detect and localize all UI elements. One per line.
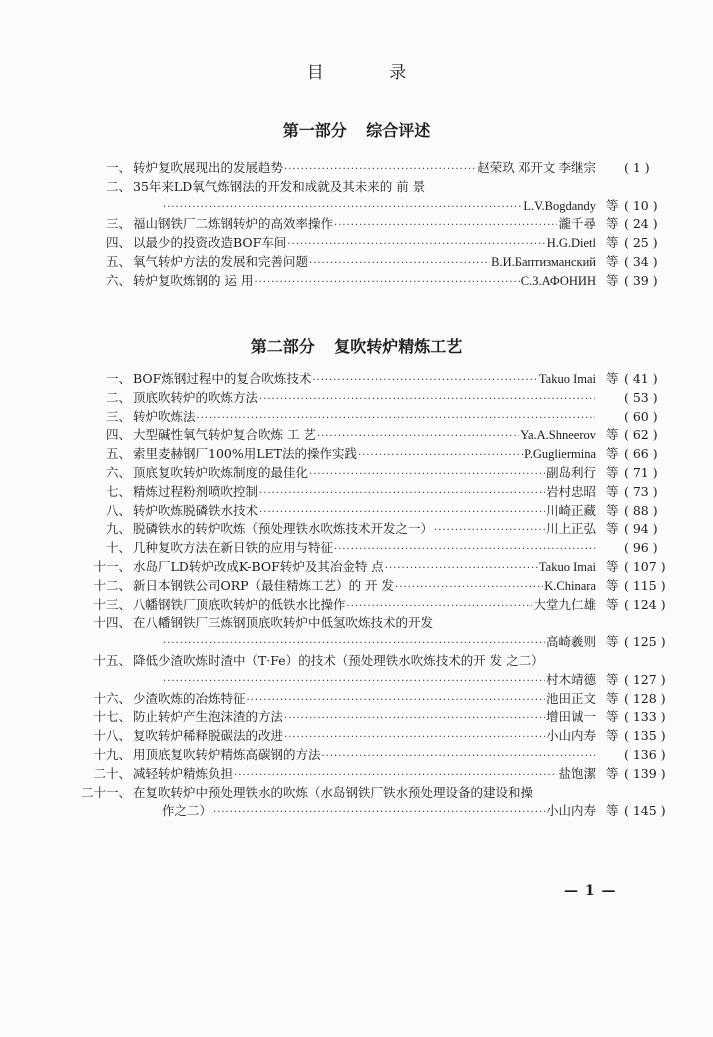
toc-entry-continuation [0,197,713,216]
entry-title: 顶底复吹转炉吹炼制度的最佳化 [133,464,309,480]
toc-entry-continuation [0,802,713,821]
entry-author: Ya.A.Shneerov [520,428,596,443]
dot-leader [163,635,545,653]
entry-etal: 等 [606,272,619,288]
entry-etal: 等 [606,464,619,480]
dot-leader [247,692,545,710]
dot-leader [197,410,595,428]
toc-entry[interactable] [0,765,713,784]
dot-leader [259,485,545,503]
entry-number: 六、 [105,464,131,480]
entry-number: 五、 [105,253,131,269]
entry-etal: 等 [606,803,619,819]
toc-entry[interactable] [0,708,713,727]
entry-author: 增田诚一 [545,710,596,725]
entry-author: 高崎羲则 [545,635,596,650]
entry-title: 水岛厂LD转炉改成K-BOF转炉及其冶金特 点 [133,558,384,574]
entry-row [133,746,672,766]
entry-number: 十七、 [93,709,131,725]
entry-page: ( 25 ) [624,234,672,252]
toc-entry[interactable] [0,746,713,765]
entry-title: 几种复吹方法在新日铁的应用与特征 [133,540,334,556]
entry-row [162,671,672,691]
entry-page: ( 71 ) [624,464,672,482]
entry-page: ( 94 ) [624,520,672,538]
entry-title: 复吹转炉稀释脱碳法的改进 [133,728,284,744]
entry-title: 防止转炉产生泡沫渣的方法 [133,709,284,725]
entry-title: 用顶底复吹转炉精炼高碳钢的方法 [133,746,321,762]
entry-row [133,426,672,446]
entry-page: ( 60 ) [624,408,672,426]
entry-title: 转炉吹炼脱磷铁水技术 [133,502,259,518]
toc-entry[interactable] [0,159,713,178]
entry-etal: 等 [606,371,619,386]
entry-title: 减轻转炉精炼负担 [133,765,234,781]
entry-author: 村木靖德 [545,672,596,687]
dot-leader [434,522,545,540]
toc-entry[interactable] [0,215,713,234]
entry-title: 福山钢铁厂二炼钢转炉的高效率操作 [133,216,334,232]
entry-author: 小山内寿 [545,729,596,744]
entry-author: 岩村忠昭 [545,484,596,499]
entry-title-continued: 作之二） [162,803,213,819]
entry-number: 十八、 [93,728,131,744]
dot-leader [254,274,519,292]
toc-entry[interactable] [0,370,713,389]
entry-number: 二、 [105,178,131,194]
dot-leader [309,466,545,484]
entry-title: 八幡钢铁厂顶底吹转炉的低铁水比操作 [133,596,346,612]
dot-leader [287,236,545,254]
toc-entry[interactable] [0,502,713,521]
entry-row [133,652,672,670]
toc-entry[interactable] [0,464,713,483]
dot-leader [322,748,595,766]
entry-number: 四、 [105,427,131,443]
entry-number: 五、 [105,446,131,462]
toc-entry[interactable] [0,253,713,272]
entry-title: 以最少的投资改造BOF车间 [133,235,287,251]
entry-etal: 等 [606,577,619,593]
dot-leader [213,804,545,822]
entry-page: ( 128 ) [624,690,672,708]
entry-author: 池田正文 [545,691,596,706]
entry-etal: 等 [606,596,619,612]
entry-page: ( 39 ) [624,272,672,290]
entry-row [133,483,672,503]
toc-entry[interactable] [0,690,713,709]
entry-row [133,178,672,196]
entry-page: ( 34 ) [624,253,672,271]
toc-entry[interactable] [0,445,713,464]
entry-author: 小山内寿 [545,804,596,819]
dot-leader [312,372,538,390]
entry-row [162,633,672,653]
toc-entry[interactable] [0,520,713,539]
entry-author: 副岛利行 [545,465,596,480]
dot-leader [395,579,543,597]
entry-row [133,445,672,465]
entry-author: С.З.АФОНИН [520,273,596,288]
entry-row [133,539,672,559]
entry-row [133,708,672,728]
toc-entry[interactable] [0,784,713,803]
dot-leader [259,391,595,409]
entry-title: 大型碱性氧气转炉复合吹炼 工 艺 [133,427,316,443]
entry-title: 在八幡钢铁厂三炼钢顶底吹转炉中低氢吹炼技术的开发 [133,615,434,631]
entry-etal: 等 [606,253,619,269]
toc-entry[interactable] [0,596,713,615]
toc-entry[interactable] [0,426,713,445]
entry-etal: 等 [606,446,619,462]
entry-title: 降低少渣吹炼时渣中（T·Fe）的技术（预处理铁水吹炼技术的开 发 之二） [133,652,544,668]
entry-author: 川崎正藏 [545,503,596,518]
entry-author: 大堂九仁雄 [533,597,596,612]
entry-number: 九、 [105,521,131,537]
entry-row [133,765,672,785]
entry-number: 二十一、 [80,784,131,800]
dot-leader [317,428,519,446]
entry-number: 十、 [105,540,131,556]
entry-page: ( 136 ) [624,746,672,764]
entry-row [133,577,672,597]
entry-title: 35年来LD氧气炼钢法的开发和成就及其未来的 前 景 [133,178,426,194]
entry-etal: 等 [606,558,619,574]
toc-entry-continuation [0,633,713,652]
entry-author: K.Chinara [544,578,596,593]
entry-title: 少渣吹炼的冶炼特征 [133,690,246,706]
entry-title: 转炉复吹展现出的发展趋势 [133,160,284,175]
entry-etal: 等 [606,671,619,687]
dot-leader [347,598,533,616]
entry-etal: 等 [606,235,619,251]
entry-page: ( 10 ) [624,197,672,215]
dot-leader [358,447,523,465]
entry-number: 十二、 [93,577,131,593]
part-heading-1: 第一部分 综合评述 [282,121,431,140]
entry-author: 赵荣玖 邓开文 李继宗 [477,161,596,175]
toc-entry[interactable] [0,389,713,408]
part-heading-2: 第二部分 复吹转炉精炼工艺 [250,337,463,356]
entry-number: 八、 [105,502,131,518]
toc-list-part-1 [0,159,713,291]
entry-author: Takuo Imai [538,559,596,574]
entry-etal: 等 [606,709,619,725]
dot-leader [334,217,557,235]
entry-title: 新日本钢铁公司ORP（最佳精炼工艺）的 开 发 [133,577,395,593]
entry-page: ( 133 ) [624,708,672,726]
entry-etal: 等 [606,502,619,518]
entry-etal: 等 [606,521,619,537]
toc-entry[interactable] [0,234,713,253]
entry-row [133,690,672,710]
dot-leader [234,767,557,785]
toc-entry[interactable] [0,577,713,596]
entry-etal: 等 [606,634,619,650]
entry-etal: 等 [606,765,619,781]
entry-page: ( 125 ) [624,633,672,651]
entry-number: 一、 [105,371,131,386]
entry-row [162,197,672,217]
page-title: 目 录 [306,63,437,83]
entry-number: 十三、 [93,596,131,612]
entry-page: ( 88 ) [624,502,672,520]
entry-author: L.V.Bogdandy [523,198,596,213]
entry-row [133,234,672,254]
entry-page: ( 73 ) [624,483,672,501]
entry-row [133,614,672,632]
entry-page: ( 124 ) [624,596,672,614]
dot-leader [284,729,545,747]
entry-number: 十一、 [93,558,131,574]
entry-number: 一、 [105,160,131,175]
entry-row [133,520,672,540]
entry-author: В.И.Баптизманский [491,254,596,269]
toc-entry[interactable] [0,614,713,633]
entry-number: 二十、 [93,765,131,781]
entry-title: 转炉复吹炼钢的 运 用 [133,272,254,288]
entry-page: ( 135 ) [624,727,672,745]
entry-page: ( 1 ) [624,159,672,177]
entry-page: ( 115 ) [624,577,672,595]
entry-page: ( 107 ) [624,558,672,576]
entry-number: 十六、 [93,690,131,706]
toc-entry-continuation [0,671,713,690]
entry-number: 六、 [105,272,131,288]
entry-number: 十五、 [93,652,131,668]
toc-entry[interactable] [0,178,713,197]
dot-leader [163,673,545,691]
entry-etal: 等 [606,427,619,443]
entry-title: 转炉吹炼法 [133,408,196,424]
entry-title: 精炼过程粉剂喷吹控制 [133,483,259,499]
entry-row [133,408,672,428]
entry-number: 七、 [105,483,131,499]
dot-leader [284,710,545,728]
entry-page: ( 139 ) [624,765,672,783]
entry-row [133,502,672,522]
entry-author: 川上正弘 [545,522,596,537]
dot-leader [385,560,538,578]
toc-entry[interactable] [0,483,713,502]
entry-row [133,272,672,292]
entry-row [133,159,672,179]
entry-row [133,558,672,578]
entry-title: 顶底吹转炉的吹炼方法 [133,389,259,405]
toc-entry[interactable] [0,408,713,427]
entry-row [133,370,672,390]
entry-page: ( 62 ) [624,426,672,444]
entry-author: H.G.Dietl [546,236,596,251]
entry-number: 二、 [105,389,131,405]
entry-number: 四、 [105,235,131,251]
entry-title: 在复吹转炉中预处理铁水的吹炼（水岛钢铁厂铁水预处理设备的建设和操 [133,784,534,800]
entry-etal: 等 [606,216,619,232]
entry-row [162,802,672,822]
entry-etal: 等 [606,483,619,499]
entry-title: BOF炼钢过程中的复合吹炼技术 [133,371,312,386]
entry-row [133,727,672,747]
entry-number: 三、 [105,216,131,232]
dot-leader [163,199,522,217]
entry-row [133,784,672,802]
entry-title: 索里麦赫钢厂100%用LET法的操作实践 [133,446,357,462]
dot-leader [259,504,545,522]
entry-page: ( 145 ) [624,802,672,820]
entry-author: P.Gugliermina [524,447,596,462]
entry-title: 氧气转炉方法的发展和完善问题 [133,253,309,269]
toc-entry[interactable] [0,727,713,746]
entry-etal: 等 [606,197,619,213]
entry-etal: 等 [606,690,619,706]
entry-page: ( 41 ) [624,370,672,388]
entry-author: Takuo Imai [538,372,596,386]
entry-page: ( 24 ) [624,215,672,233]
entry-page: ( 96 ) [624,539,672,557]
toc-entry[interactable] [0,539,713,558]
entry-page: ( 127 ) [624,671,672,689]
entry-row [133,389,672,409]
toc-entry[interactable] [0,272,713,291]
entry-etal: 等 [606,728,619,744]
toc-entry[interactable] [0,558,713,577]
entry-author: 瀧千尋 [558,217,596,232]
dot-leader [309,255,490,273]
entry-row [133,253,672,273]
toc-list-part-2 [0,370,713,821]
dot-leader [334,541,595,559]
entry-number: 三、 [105,408,131,424]
entry-page: ( 53 ) [624,389,672,407]
entry-row [133,596,672,616]
page-number: — 1 — [564,883,617,899]
dot-leader [284,161,476,179]
entry-row [133,464,672,484]
entry-title: 脱磷铁水的转炉吹炼（预处理铁水吹炼技术开发之一） [133,521,434,537]
entry-author: 盐饱潔 [558,766,596,781]
entry-row [133,215,672,235]
entry-page: ( 66 ) [624,445,672,463]
entry-number: 十四、 [93,615,131,631]
toc-entry[interactable] [0,652,713,671]
entry-number: 十九、 [93,746,131,762]
